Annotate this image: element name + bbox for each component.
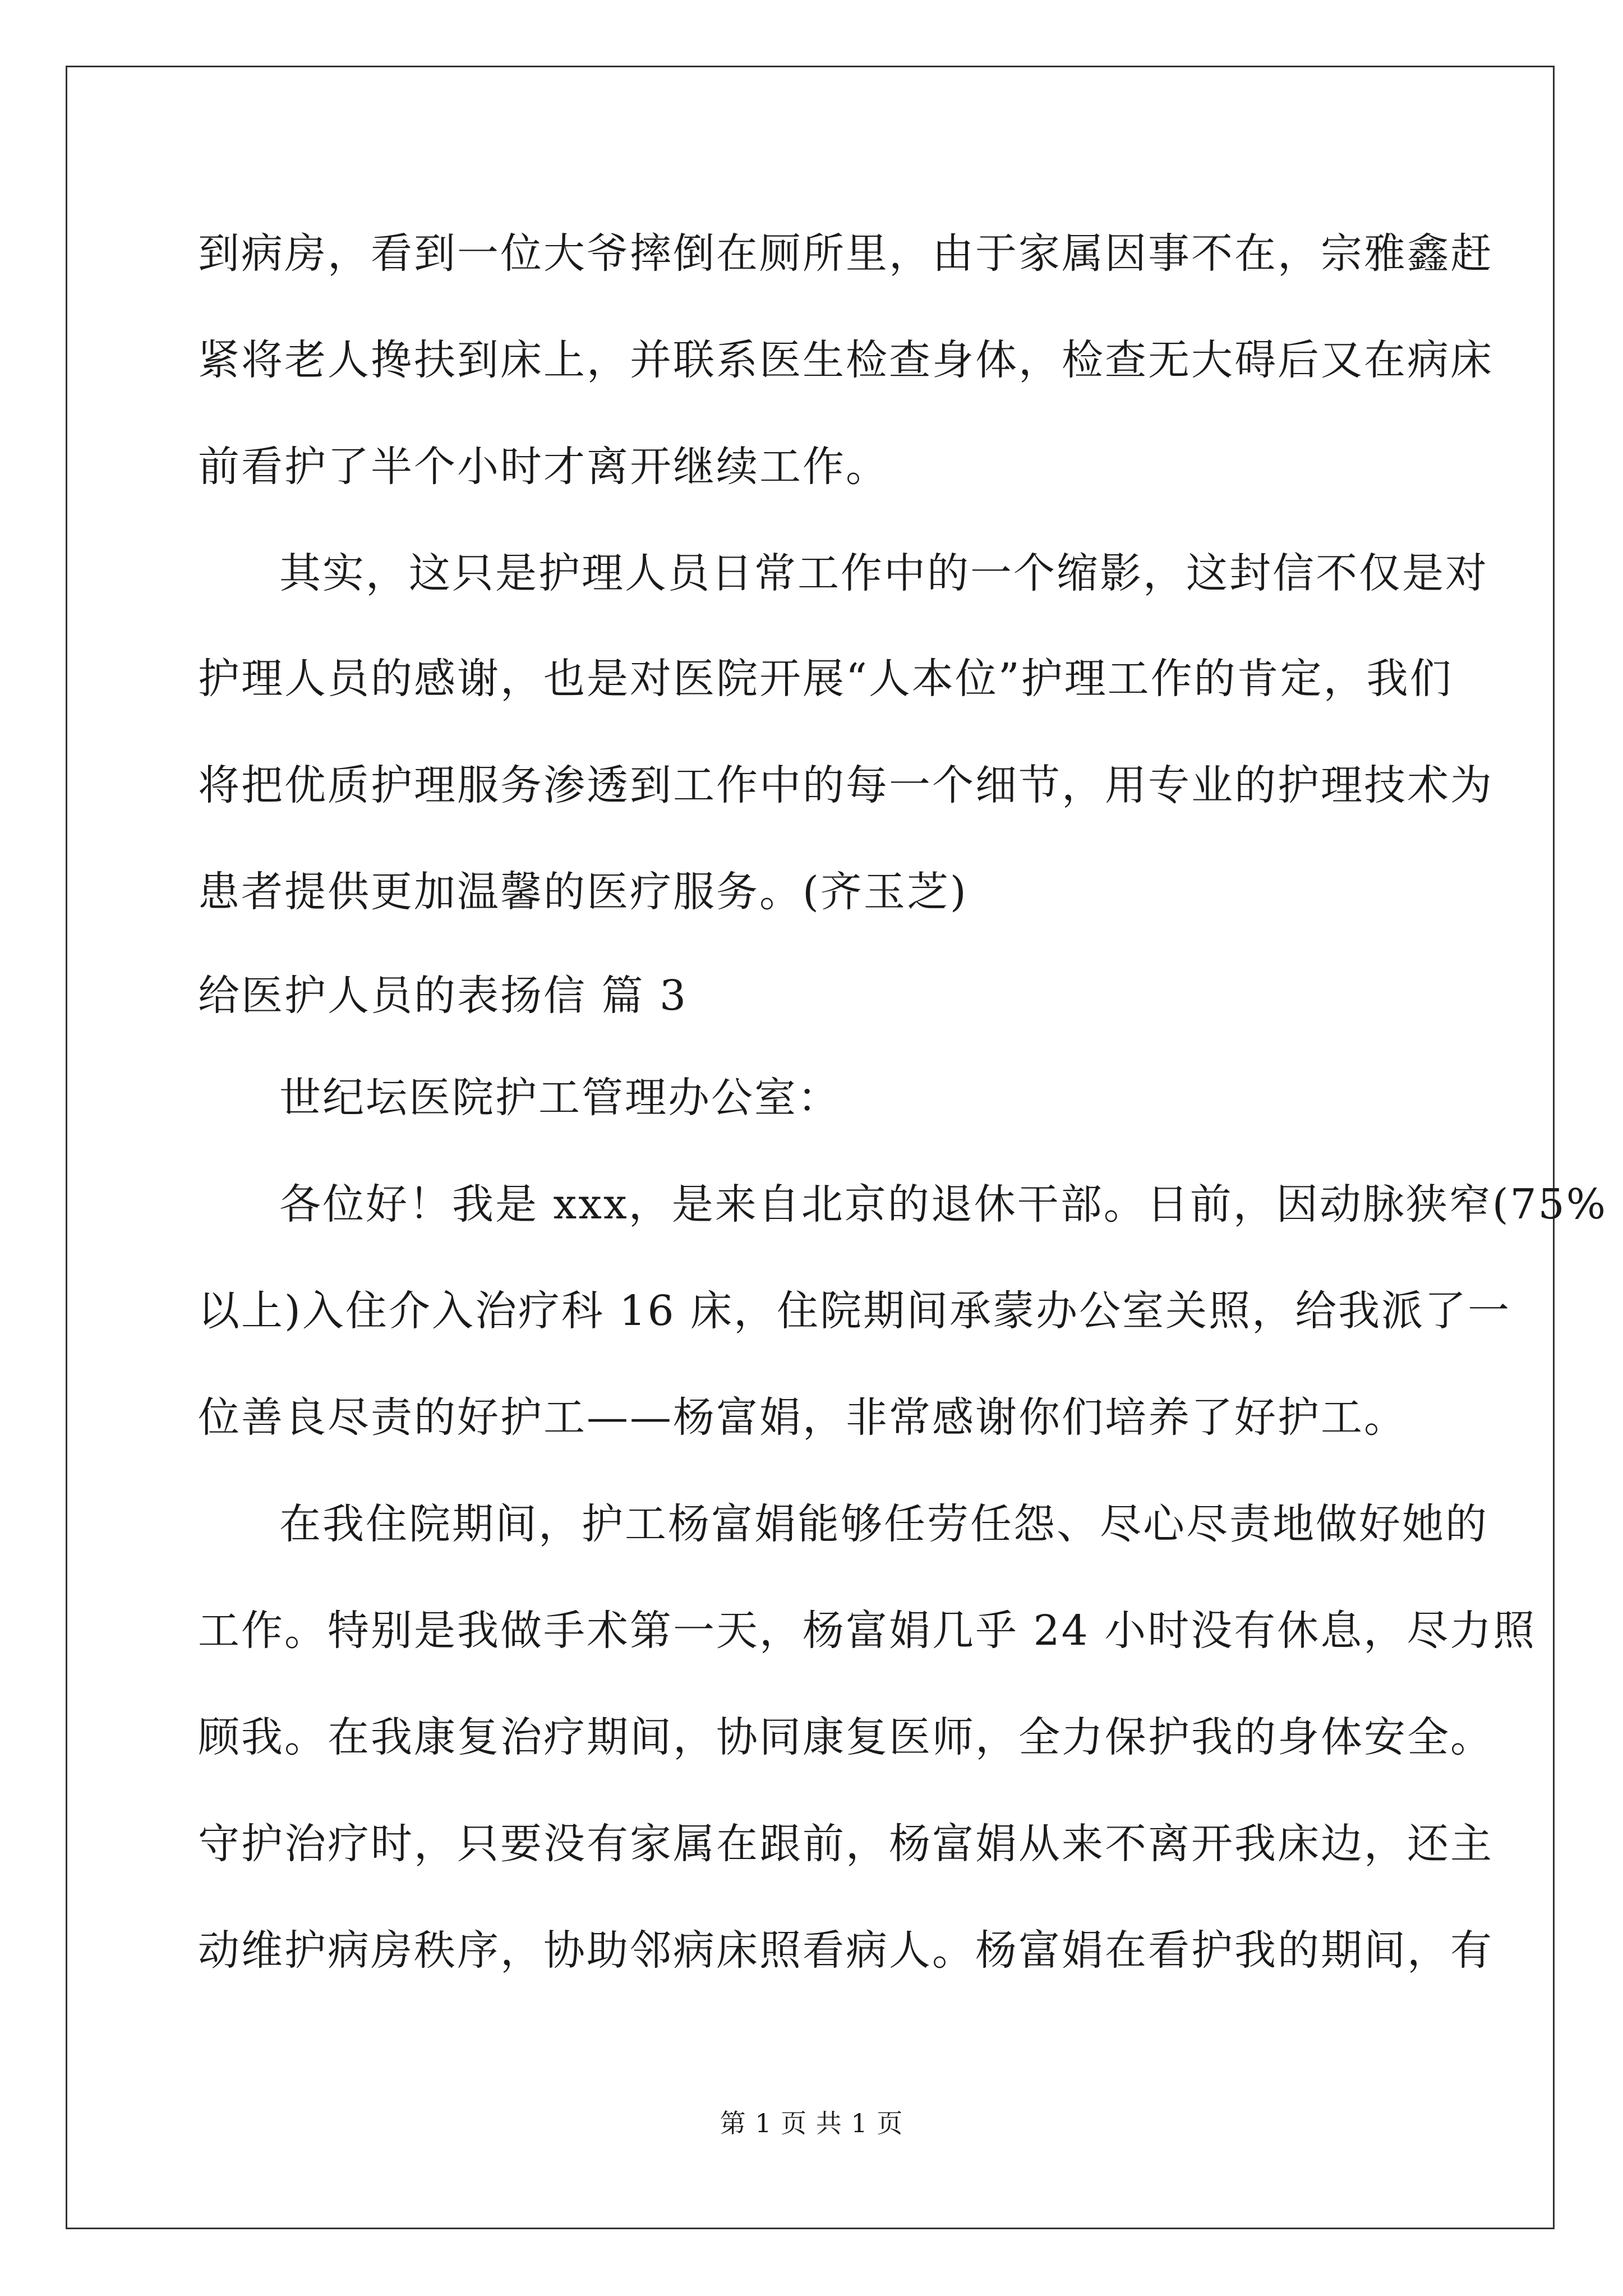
text-line: 患者提供更加温馨的医疗服务。(齐玉芝) <box>198 868 968 916</box>
text-line: 工作。特别是我做手术第一天，杨富娟几乎 24 小时没有休息，尽力照 <box>198 1607 1537 1655</box>
text-line: 动维护病房秩序，协助邻病床照看病人。杨富娟在看护我的期间，有 <box>198 1926 1493 1975</box>
text-line: 前看护了半个小时才离开继续工作。 <box>198 443 889 491</box>
text-line: 护理人员的感谢，也是对医院开展“人本位”护理工作的肯定，我们 <box>198 655 1453 703</box>
text-line: 以上)入住介入治疗科 16 床，住院期间承蒙办公室关照，给我派了一 <box>198 1287 1511 1335</box>
text-line: 到病房，看到一位大爷摔倒在厕所里，由于家属因事不在，宗雅鑫赶 <box>198 229 1493 278</box>
text-line: 在我住院期间，护工杨富娟能够任劳任怨、尽心尽责地做好她的 <box>279 1500 1488 1548</box>
text-line: 世纪坛医院护工管理办公室： <box>279 1074 841 1122</box>
section-heading: 给医护人员的表扬信 篇 3 <box>198 972 688 1020</box>
page-border <box>66 66 1608 2229</box>
text-line: 位善良尽责的好护工——杨富娟，非常感谢你们培养了好护工。 <box>198 1393 1407 1442</box>
text-line: 紧将老人搀扶到床上，并联系医生检查身体，检查无大碍后又在病床 <box>198 336 1493 384</box>
text-line: 将把优质护理服务渗透到工作中的每一个细节，用专业的护理技术为 <box>198 761 1493 809</box>
page-footer: 第 1 页 共 1 页 <box>720 2108 903 2138</box>
text-line: 顾我。在我康复治疗期间，协同康复医师，全力保护我的身体安全。 <box>198 1713 1493 1761</box>
text-line: 各位好！我是 xxx，是来自北京的退休干部。日前，因动脉狭窄(75% <box>279 1180 1608 1228</box>
text-line: 守护治疗时，只要没有家属在跟前，杨富娟从来不离开我床边，还主 <box>198 1820 1493 1868</box>
text-line: 其实，这只是护理人员日常工作中的一个缩影，这封信不仅是对 <box>279 549 1488 597</box>
